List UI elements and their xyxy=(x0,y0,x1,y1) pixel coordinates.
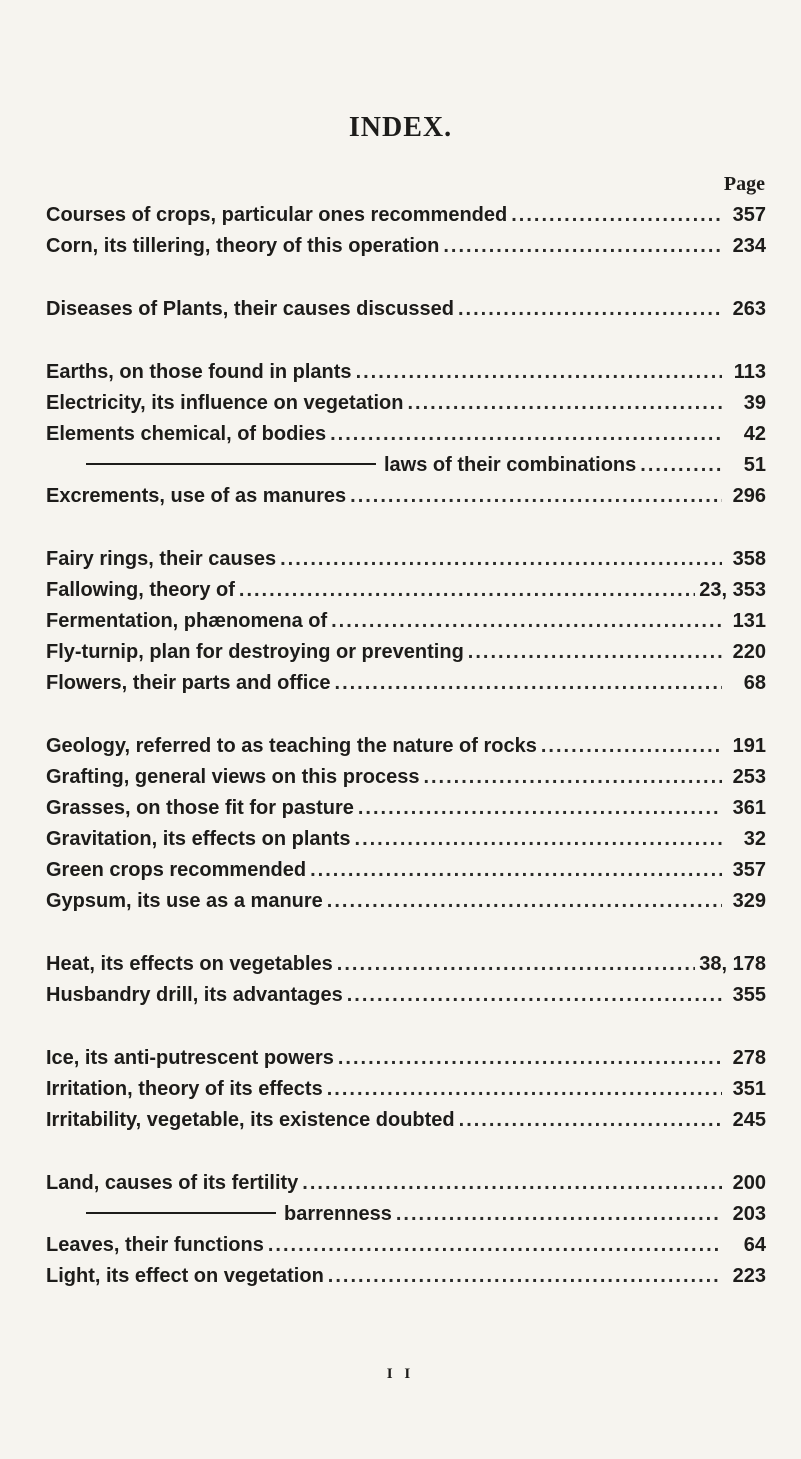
index-entry xyxy=(46,731,766,762)
entry-label: Gypsum, its use as a manure xyxy=(46,890,323,912)
page-title: INDEX. xyxy=(348,112,453,143)
entry-page: 351 xyxy=(732,1078,766,1100)
index-entry xyxy=(46,949,766,980)
entry-page: 278 xyxy=(732,1047,766,1069)
entry-label: Leaves, their functions xyxy=(46,1234,264,1256)
entry-page: 223 xyxy=(732,1265,766,1287)
page-column-heading: Page xyxy=(723,173,765,195)
entry-page: 131 xyxy=(732,610,766,632)
index-entry xyxy=(46,294,766,325)
entry-label: Geology, referred to as teaching the nature of rocks xyxy=(46,735,537,757)
leader-dots xyxy=(640,450,722,481)
entry-label: Diseases of Plants, their causes discussed xyxy=(46,298,454,320)
leader-dots xyxy=(423,762,722,793)
index-entry xyxy=(46,200,766,231)
entry-label: Electricity, its influence on vegetation xyxy=(46,392,404,414)
entry-label: Flowers, their parts and office xyxy=(46,672,331,694)
leader-dots xyxy=(328,1261,722,1292)
index-entry xyxy=(46,762,766,793)
index-entry xyxy=(46,481,766,512)
entry-label: Ice, its anti-putrescent powers xyxy=(46,1047,334,1069)
signature-mark: I I xyxy=(386,1366,415,1382)
entry-label: Irritability, vegetable, its existence doubted xyxy=(46,1109,455,1131)
index-entry xyxy=(46,855,766,886)
entry-page: 253 xyxy=(732,766,766,788)
leader-dots xyxy=(541,731,722,762)
index-entry xyxy=(46,637,766,668)
entry-page: 234 xyxy=(732,235,766,257)
leader-dots xyxy=(335,668,722,699)
index-entry xyxy=(46,606,766,637)
entry-page: 23, 353 xyxy=(699,579,766,601)
entry-label: Fly-turnip, plan for destroying or preventing xyxy=(46,641,464,663)
leader-dots xyxy=(239,575,695,606)
entry-label: Gravitation, its effects on plants xyxy=(46,828,351,850)
leader-dots xyxy=(350,481,722,512)
leader-dots xyxy=(468,637,722,668)
index-entry xyxy=(46,793,766,824)
leader-dots xyxy=(459,1105,722,1136)
entry-label: Land, causes of its fertility xyxy=(46,1172,299,1194)
index-entry xyxy=(46,886,766,917)
entry-page: 263 xyxy=(732,298,766,320)
leader-dots xyxy=(356,357,722,388)
leader-dots xyxy=(338,1043,722,1074)
entry-page: 329 xyxy=(732,890,766,912)
entry-label: Grafting, general views on this process xyxy=(46,766,420,788)
entry-page: 200 xyxy=(732,1172,766,1194)
leader-dots xyxy=(347,980,722,1011)
leader-dots xyxy=(396,1199,722,1230)
entry-page: 42 xyxy=(743,423,766,445)
index-entry xyxy=(46,1230,766,1261)
index-entry xyxy=(46,1105,766,1136)
entry-page: 39 xyxy=(743,392,766,414)
index-entry xyxy=(46,544,766,575)
leader-dots xyxy=(302,1168,722,1199)
entry-label: Elements chemical, of bodies xyxy=(46,423,327,445)
index-entries xyxy=(46,200,766,1292)
leader-dots xyxy=(330,419,722,450)
entry-label: barrenness xyxy=(284,1203,392,1225)
entry-page: 64 xyxy=(743,1234,766,1256)
index-entry xyxy=(46,668,766,699)
leader-dots xyxy=(443,231,722,262)
entry-label: Fermentation, phænomena of xyxy=(46,610,328,632)
index-entry xyxy=(46,1168,766,1199)
leader-dots xyxy=(458,294,722,325)
index-entry xyxy=(46,980,766,1011)
entry-page: 38, 178 xyxy=(699,953,766,975)
entry-label: Light, its effect on vegetation xyxy=(46,1265,324,1287)
entry-page: 245 xyxy=(732,1109,766,1131)
entry-label: Green crops recommended xyxy=(46,859,307,881)
entry-label: Courses of crops, particular ones recommended xyxy=(46,204,508,226)
leader-dots xyxy=(337,949,695,980)
index-entry xyxy=(46,388,766,419)
leader-dots xyxy=(280,544,722,575)
entry-label: Irritation, theory of its effects xyxy=(46,1078,323,1100)
index-entry xyxy=(46,419,766,450)
entry-label: Excrements, use of as manures xyxy=(46,485,347,507)
index-entry xyxy=(46,1074,766,1105)
entry-page: 361 xyxy=(732,797,766,819)
entry-label: Corn, its tillering, theory of this operation xyxy=(46,235,440,257)
leader-dots xyxy=(511,200,722,231)
entry-page: 357 xyxy=(732,204,766,226)
entry-page: 32 xyxy=(743,828,766,850)
index-entry xyxy=(46,231,766,262)
index-entry xyxy=(46,824,766,855)
leader-dots xyxy=(408,388,723,419)
entry-page: 357 xyxy=(732,859,766,881)
index-entry xyxy=(46,450,766,481)
leader-dots xyxy=(268,1230,722,1261)
leader-dots xyxy=(331,606,722,637)
index-entry xyxy=(46,1043,766,1074)
index-entry xyxy=(46,575,766,606)
entry-page: 358 xyxy=(732,548,766,570)
entry-page: 220 xyxy=(732,641,766,663)
leader-dots xyxy=(355,824,722,855)
entry-label: Fairy rings, their causes xyxy=(46,548,277,570)
entry-page: 68 xyxy=(743,672,766,694)
entry-label: Heat, its effects on vegetables xyxy=(46,953,333,975)
leader-dots xyxy=(310,855,722,886)
leader-dots xyxy=(327,886,722,917)
leader-dots xyxy=(358,793,722,824)
entry-page: 191 xyxy=(732,735,766,757)
entry-page: 355 xyxy=(732,984,766,1006)
leader-dots xyxy=(327,1074,722,1105)
index-entry xyxy=(46,1261,766,1292)
entry-page: 113 xyxy=(733,361,766,383)
entry-label: Fallowing, theory of xyxy=(46,579,235,601)
index-entry xyxy=(46,1199,766,1230)
entry-label: laws of their combinations xyxy=(384,454,637,476)
entry-label: Earths, on those found in plants xyxy=(46,361,352,383)
index-entry xyxy=(46,357,766,388)
entry-page: 203 xyxy=(732,1203,766,1225)
entry-page: 51 xyxy=(743,454,766,476)
ditto-dash xyxy=(86,463,376,465)
entry-label: Grasses, on those fit for pasture xyxy=(46,797,354,819)
ditto-dash xyxy=(86,1212,276,1214)
entry-label: Husbandry drill, its advantages xyxy=(46,984,343,1006)
entry-page: 296 xyxy=(732,485,766,507)
